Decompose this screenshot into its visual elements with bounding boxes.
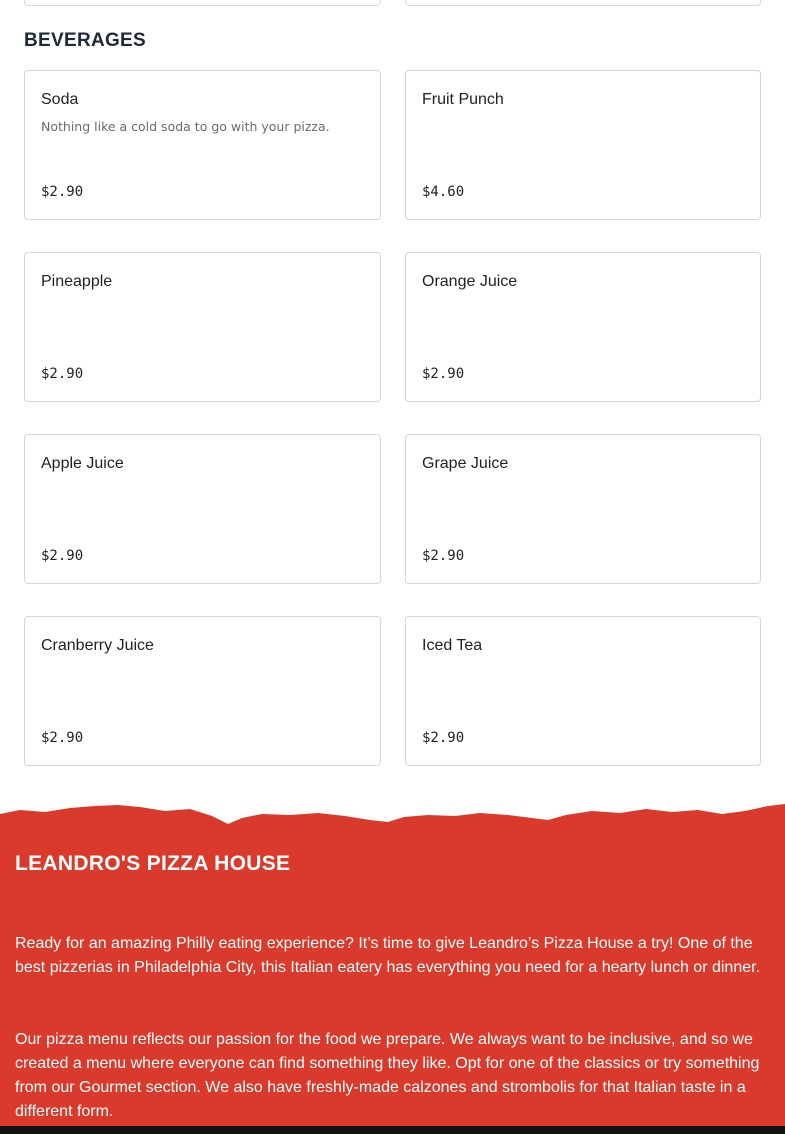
footer-paragraph: Ready for an amazing Philly eating experience? It’s time to give Leandro’s Pizza House a try! One of the best pizzerias in Philadelphia City, this Italian eatery has everything you need for a hearty lunch or dinner. [15, 935, 761, 976]
item-name: Cranberry Juice [41, 637, 154, 654]
menu-item-grid [24, 70, 761, 766]
item-name: Orange Juice [422, 273, 518, 290]
menu-item-card[interactable] [24, 70, 381, 220]
footer-paragraph: Our pizza menu reflects our passion for the food we prepare. We always want to be inclusive, and so we created a menu where everyone can find something they like. Opt for one of the classics or try something from our Gourmet section. We also have freshly-made calzones and strombolis for that Italian taste in a different form. [15, 1031, 760, 1120]
footer-title: LEANDRO'S PIZZA HOUSE [15, 852, 291, 875]
menu-item-card[interactable] [24, 616, 381, 766]
menu-item-card[interactable] [24, 252, 381, 402]
item-name: Grape Juice [422, 455, 509, 472]
item-price: $2.90 [422, 730, 465, 746]
site-footer [0, 800, 785, 1134]
item-price: $2.90 [422, 366, 465, 382]
section-title: BEVERAGES [24, 30, 147, 51]
previous-menu-card[interactable] [405, 0, 761, 6]
previous-menu-card[interactable] [24, 0, 381, 6]
item-description: Nothing like a cold soda to go with your pizza. [41, 119, 330, 134]
menu-item-card[interactable] [24, 434, 381, 584]
item-name: Iced Tea [422, 637, 483, 654]
menu-item-card[interactable] [405, 434, 761, 584]
item-name: Pineapple [41, 273, 113, 290]
item-name: Soda [41, 91, 79, 108]
item-name: Apple Juice [41, 455, 124, 472]
menu-item-card[interactable] [405, 70, 761, 220]
menu-item-card[interactable] [405, 252, 761, 402]
item-price: $2.90 [41, 184, 84, 200]
bottom-bar [0, 1126, 785, 1134]
item-price: $2.90 [41, 366, 84, 382]
item-price: $4.60 [422, 184, 465, 200]
item-price: $2.90 [41, 730, 84, 746]
item-name: Fruit Punch [422, 91, 504, 108]
item-price: $2.90 [41, 548, 84, 564]
menu-item-card[interactable] [405, 616, 761, 766]
item-price: $2.90 [422, 548, 465, 564]
